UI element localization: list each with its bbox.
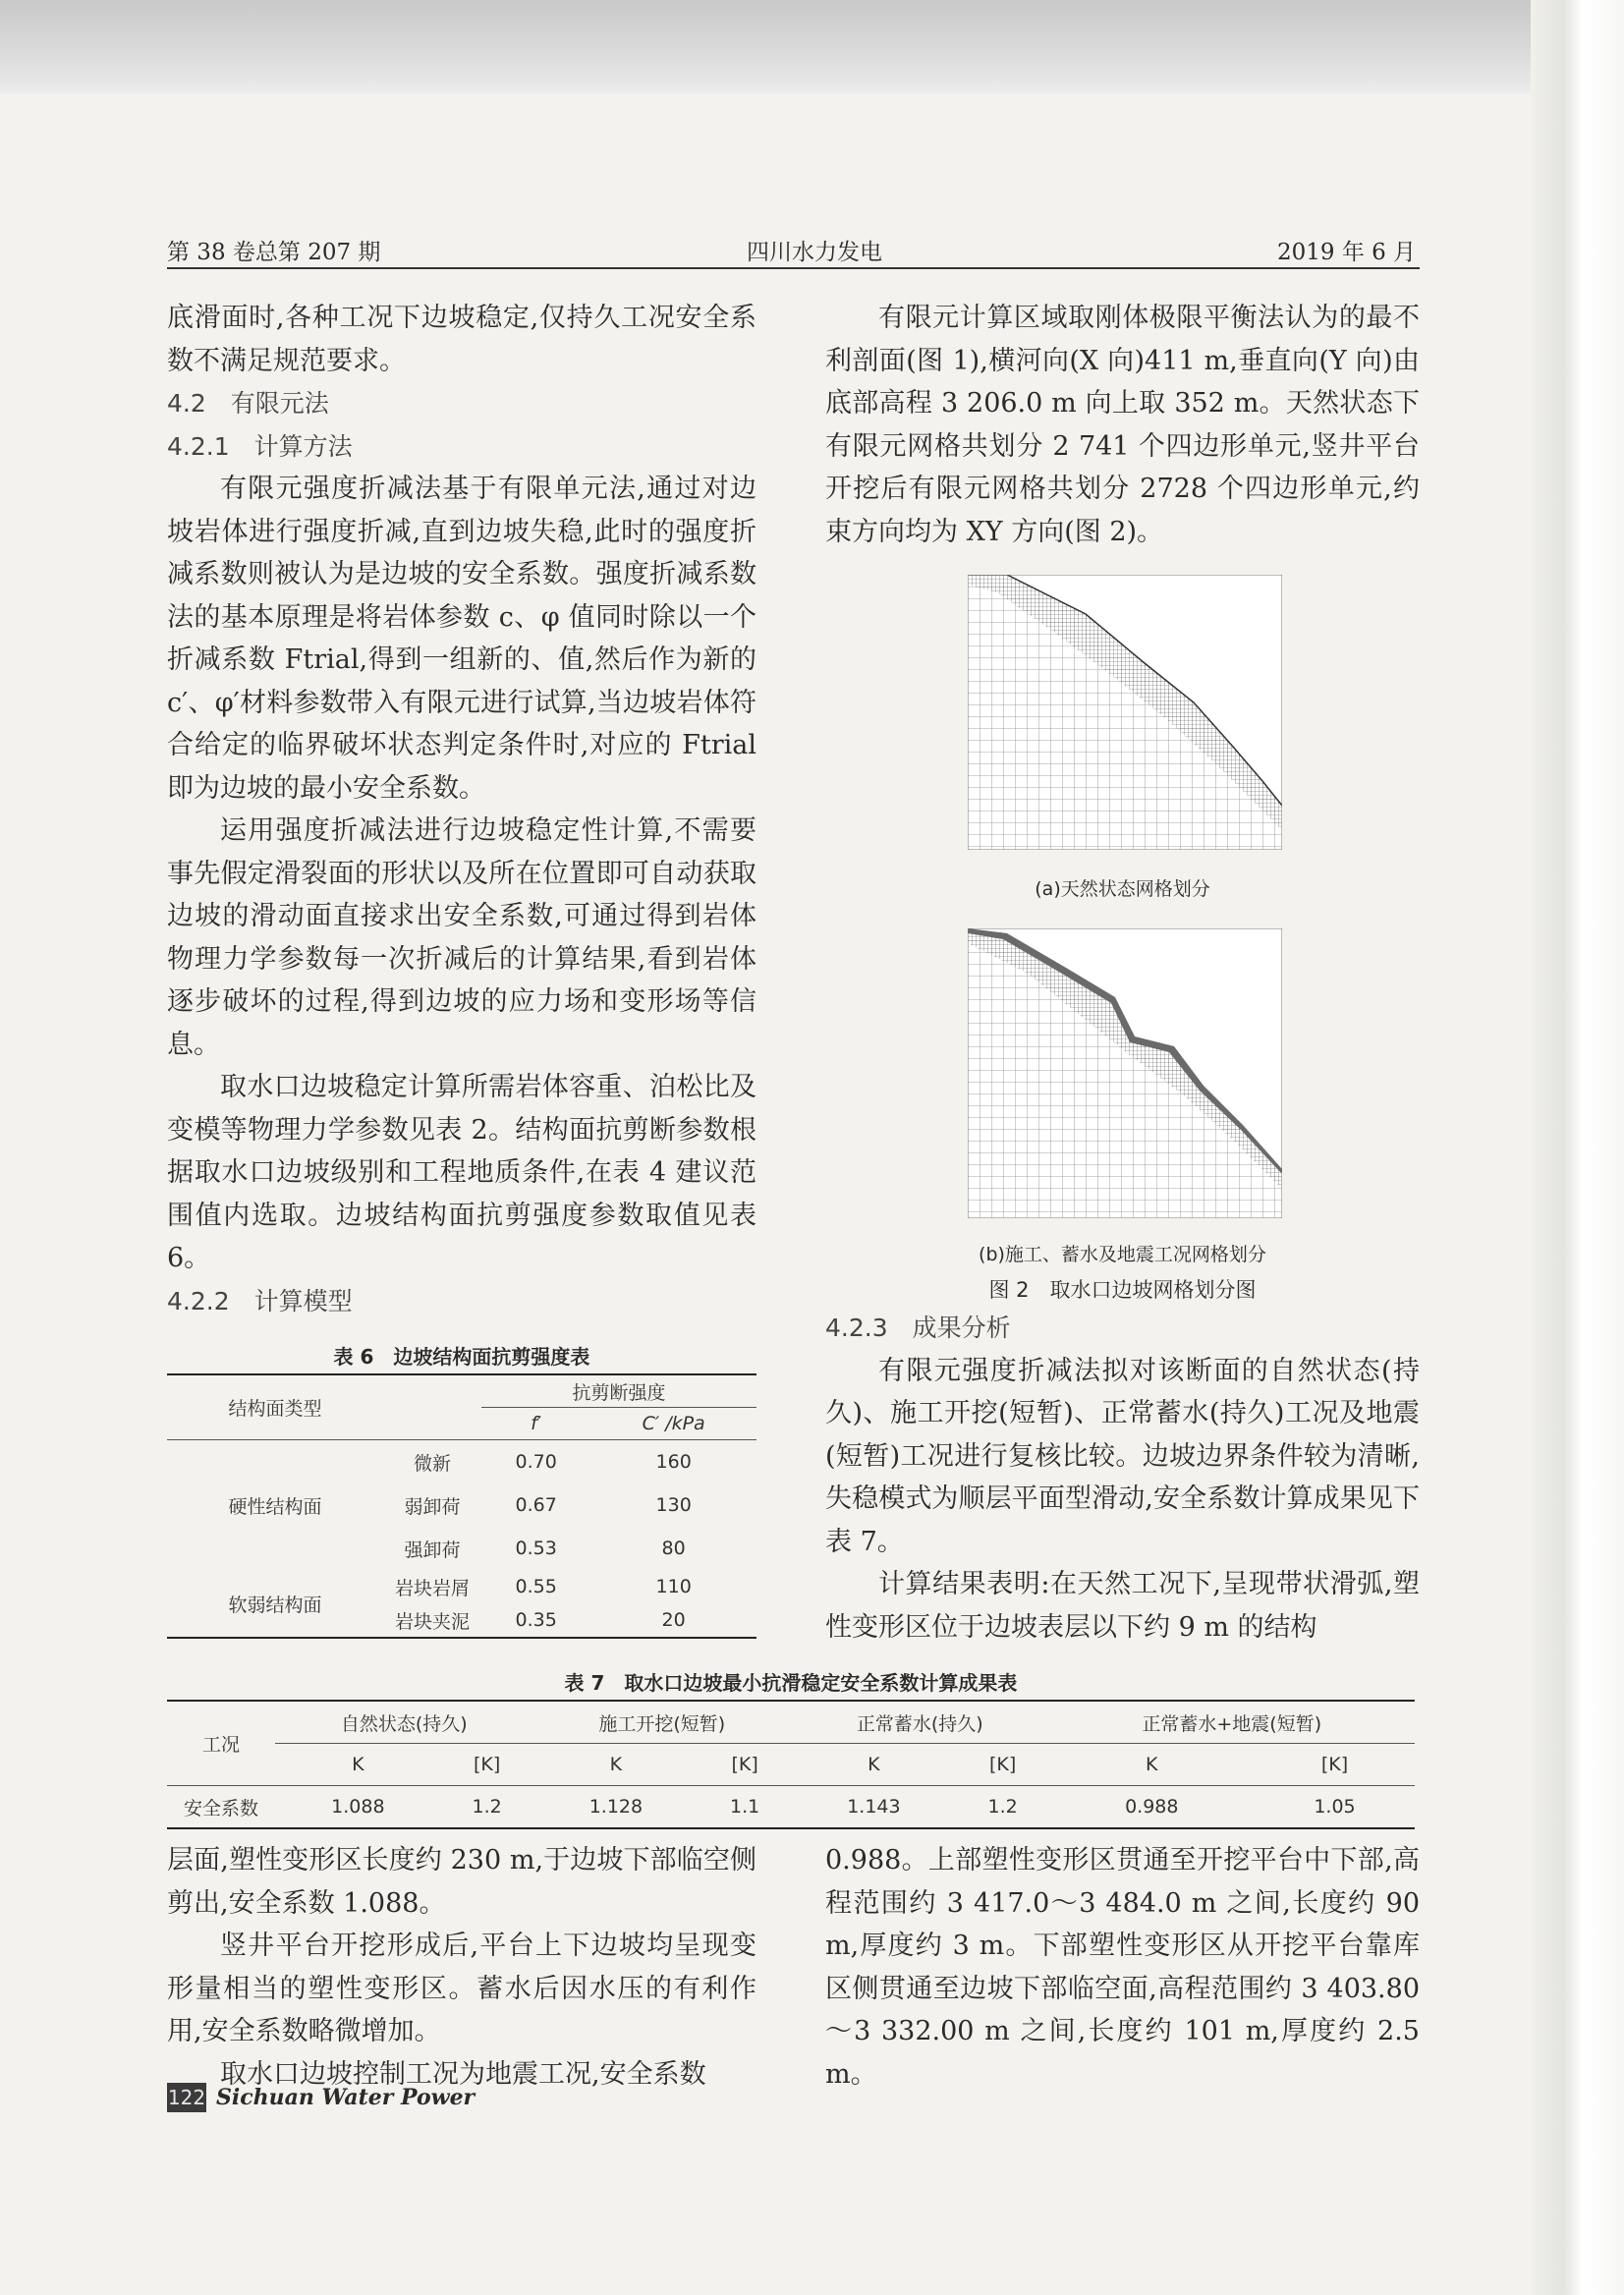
- paragraph: 运用强度折减法进行边坡稳定性计算,不需要事先假定滑裂面的形状以及所在位置即可自动获取边坡的滑动面直接求出安全系数,可通过得到岩体物理力学参数每一次折减后的计算结果,看到岩体逐步破坏的过程,得到边坡的应力场和变形场等信息。: [167, 815, 756, 1060]
- page-number: 122: [167, 2083, 206, 2112]
- table7-cell: 0.988: [1125, 1796, 1179, 1818]
- section-heading-4-2: 4.2 有限元法: [167, 389, 329, 418]
- scan-shadow-right: [1531, 0, 1624, 2295]
- table7: [167, 1700, 1415, 1829]
- figure-2b-caption: (b)施工、蓄水及地震工况网格划分: [979, 1244, 1266, 1265]
- table7-cell: 1.2: [987, 1796, 1018, 1818]
- table6-cell: 微新: [413, 1452, 451, 1475]
- table-row: [167, 1786, 1415, 1829]
- section-heading-4-2-1: 4.2.1 计算方法: [167, 431, 353, 461]
- table6-cell: 硬性结构面: [228, 1495, 322, 1518]
- table6-cell: 20: [590, 1603, 756, 1638]
- table6-cell: 弱卸荷: [404, 1495, 461, 1518]
- table6-cell: 0.67: [515, 1494, 557, 1516]
- table7-sub-k: K: [791, 1744, 957, 1786]
- table7-caption: 表 7 取水口边坡最小抗滑稳定安全系数计算成果表: [564, 1671, 1018, 1695]
- table7-cell: 1.128: [588, 1796, 644, 1818]
- header-volume: 第 38 卷总第 207 期: [167, 240, 381, 265]
- paragraph: 有限元强度折减法拟对该断面的自然状态(持久)、施工开挖(短暂)、正常蓄水(持久)工况及地震(短暂)工况进行复核比较。边坡边界条件较为清晰,失稳模式为顺层平面型滑动,安全系数计算成果见下表 7。: [825, 1355, 1420, 1557]
- mesh-image-a: [968, 575, 1282, 850]
- table6-cell: 岩块岩屑: [394, 1577, 470, 1599]
- table6-cell: 130: [655, 1494, 692, 1516]
- figure-2-caption: 图 2 取水口边坡网格划分图: [988, 1278, 1257, 1302]
- right-column-lower: [825, 1307, 1420, 1649]
- figure-2b-mesh: [968, 928, 1282, 1218]
- paragraph: 计算结果表明:在天然工况下,呈现带状滑弧,塑性变形区位于边坡表层以下约 9 m 的结构: [825, 1569, 1420, 1643]
- paragraph: 有限元强度折减法基于有限单元法,通过对边坡岩体进行强度折减,直到边坡失稳,此时的强度折减系数则被认为是边坡的安全系数。强度折减系数法的基本原理是将岩体参数 c、φ 值同时除以一个折减系数 Ftrial,得到一组新的、值,然后作为新的 c′、φ′材料参数带入有限元进行试算,当边坡岩体符合给定的临界破坏状态判定条件时,对应的 Ftrial 即为边坡的最小安全系数。: [167, 474, 756, 804]
- scan-shadow-top: [0, 0, 1624, 93]
- table6-cell: 160: [655, 1451, 692, 1473]
- right-column: [825, 297, 1420, 553]
- left-column: [167, 297, 756, 1322]
- bottom-right-column: [825, 1839, 1420, 2096]
- header-journal: 四川水力发电: [747, 240, 882, 265]
- paragraph: 0.988。上部塑性变形区贯通至开挖平台中下部,高程范围约 3 417.0～3 484.0 m 之间,长度约 90 m,厚度约 3 m。下部塑性变形区从开挖平台靠库区侧贯通至边坡下部临空面,高程范围约 3 403.80～3 332.00 m 之间,长度约 101 m,厚度约 2.5 m。: [825, 1845, 1420, 2090]
- table7-cell: 1.2: [472, 1796, 502, 1818]
- figure-2a-caption: (a)天然状态网格划分: [1035, 878, 1210, 900]
- mesh-image-b: [968, 928, 1282, 1218]
- table6-cell: 110: [655, 1576, 692, 1597]
- table7-header-group: 正常蓄水+地震(短暂): [1049, 1701, 1415, 1744]
- table6-cell: 0.70: [515, 1451, 557, 1473]
- table7-sub-k: K: [275, 1744, 441, 1786]
- table7-header-group: 正常蓄水(持久): [791, 1701, 1049, 1744]
- table6-header-f: f′: [481, 1408, 590, 1440]
- table6-cell: 强卸荷: [404, 1539, 461, 1561]
- table6-header-type: 结构面类型: [167, 1374, 383, 1440]
- header-date: 2019 年 6 月: [1277, 240, 1417, 265]
- section-heading-4-2-2: 4.2.2 计算模型: [167, 1286, 353, 1315]
- table7-header-group: 施工开挖(短暂): [533, 1701, 792, 1744]
- table6-cell: 80: [661, 1538, 686, 1559]
- table7-sub-k: K: [533, 1744, 700, 1786]
- table6-cell: 0.35: [481, 1603, 590, 1638]
- table7-header-row-label: 工况: [167, 1701, 275, 1786]
- table7-header-group: 自然状态(持久): [275, 1701, 533, 1744]
- paragraph: 底滑面时,各种工况下边坡稳定,仅持久工况安全系数不满足规范要求。: [167, 303, 756, 376]
- table-row: [167, 1570, 756, 1603]
- table6-cell: 岩块夹泥: [383, 1603, 481, 1638]
- table6-header-c: C′ /kPa: [590, 1408, 756, 1440]
- table6-header-group: 抗剪断强度: [481, 1374, 756, 1408]
- table-row: [167, 1440, 756, 1484]
- paragraph: 层面,塑性变形区长度约 230 m,于边坡下部临空侧剪出,安全系数 1.088。: [167, 1845, 756, 1919]
- table7-sub-kk: [K]: [1255, 1744, 1415, 1786]
- table7-row-label: 安全系数: [183, 1797, 258, 1819]
- table7-sub-kk: [K]: [957, 1744, 1049, 1786]
- table6-cell: 0.55: [515, 1576, 557, 1597]
- table6-caption: 表 6 边坡结构面抗剪强度表: [333, 1345, 590, 1369]
- footer-journal-name: Sichuan Water Power: [216, 2085, 476, 2110]
- paragraph: 竖井平台开挖形成后,平台上下边坡均呈现变形量相当的塑性变形区。蓄水后因水压的有利作用,安全系数略微增加。: [167, 1931, 756, 2046]
- paragraph: 取水口边坡控制工况为地震工况,安全系数: [220, 2058, 706, 2090]
- header-rule: [167, 267, 1420, 269]
- paragraph: 取水口边坡稳定计算所需岩体容重、泊松比及变模等物理力学参数见表 2。结构面抗剪断参数根据取水口边坡级别和工程地质条件,在表 4 建议范围值内选取。边坡结构面抗剪强度参数取值见表 6。: [167, 1072, 756, 1273]
- table6-cell: 0.53: [515, 1538, 557, 1559]
- table7-sub-kk: [K]: [699, 1744, 791, 1786]
- table6: [167, 1373, 756, 1639]
- table7-sub-kk: [K]: [441, 1744, 533, 1786]
- table7-cell: 1.143: [847, 1796, 901, 1818]
- figure-2a-mesh: [968, 575, 1282, 850]
- table7-sub-k: K: [1049, 1744, 1255, 1786]
- table7-cell: 1.088: [331, 1796, 385, 1818]
- paragraph: 有限元计算区域取刚体极限平衡法认为的最不利剖面(图 1),横河向(X 向)411 m,垂直向(Y 向)由底部高程 3 206.0 m 向上取 352 m。天然状态下有限元网格共划分 2 741 个四边形单元,竖井平台开挖后有限元网格共划分 2728 个四边形单元,约束方向均为 XY 方向(图 2)。: [825, 303, 1420, 547]
- table7-cell: 1.05: [1314, 1796, 1356, 1818]
- section-heading-4-2-3: 4.2.3 成果分析: [825, 1314, 1011, 1342]
- table6-cell: 软弱结构面: [167, 1570, 383, 1638]
- bottom-left-column: [167, 1839, 756, 2096]
- table7-cell: 1.1: [730, 1796, 760, 1818]
